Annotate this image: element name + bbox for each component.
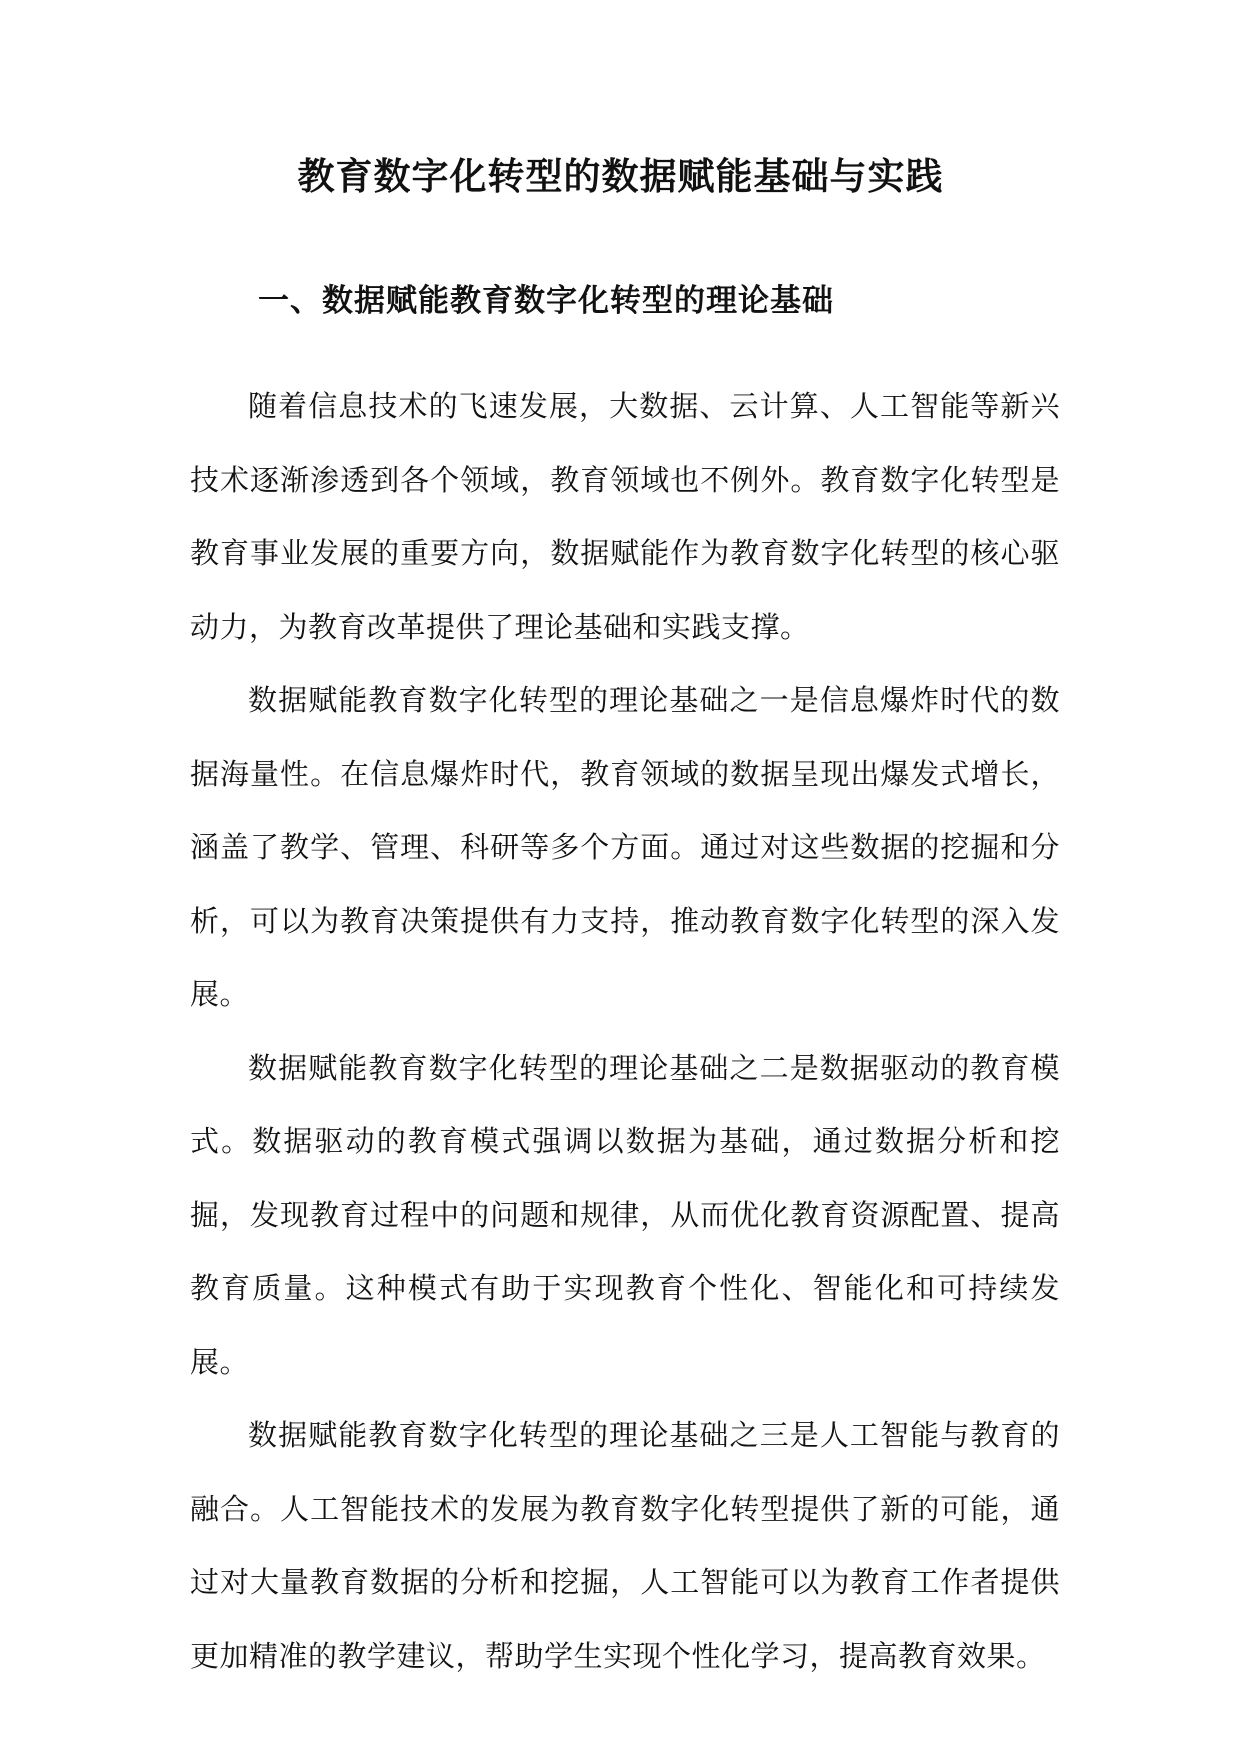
document-title: 教育数字化转型的数据赋能基础与实践: [297, 154, 944, 198]
section-heading: 一、数据赋能教育数字化转型的理论基础: [258, 283, 834, 319]
paragraph: 随着信息技术的飞速发展，大数据、云计算、人工智能等新兴技术逐渐渗透到各个领域，教育领域也不例外。教育数字化转型是教育事业发展的重要方向，数据赋能作为教育数字化转型的核心驱动力，为教育改革提供了理论基础和实践支撑。: [190, 389, 1060, 644]
paragraph: 数据赋能教育数字化转型的理论基础之三是人工智能与教育的融合。人工智能技术的发展为教育数字化转型提供了新的可能，通过对大量教育数据的分析和挖掘，人工智能可以为教育工作者提供更加精准的教学建议，帮助学生实现个性化学习，提高教育效果。: [190, 1418, 1060, 1673]
section-body: [190, 370, 1060, 1693]
paragraph: 数据赋能教育数字化转型的理论基础之二是数据驱动的教育模式。数据驱动的教育模式强调以数据为基础，通过数据分析和挖掘，发现教育过程中的问题和规律，从而优化教育资源配置、提高教育质量。这种模式有助于实现教育个性化、智能化和可持续发展。: [190, 1050, 1060, 1379]
paragraph: 数据赋能教育数字化转型的理论基础之一是信息爆炸时代的数据海量性。在信息爆炸时代，教育领域的数据呈现出爆发式增长，涵盖了教学、管理、科研等多个方面。通过对这些数据的挖掘和分析，可以为教育决策提供有力支持，推动教育数字化转型的深入发展。: [190, 683, 1060, 1011]
